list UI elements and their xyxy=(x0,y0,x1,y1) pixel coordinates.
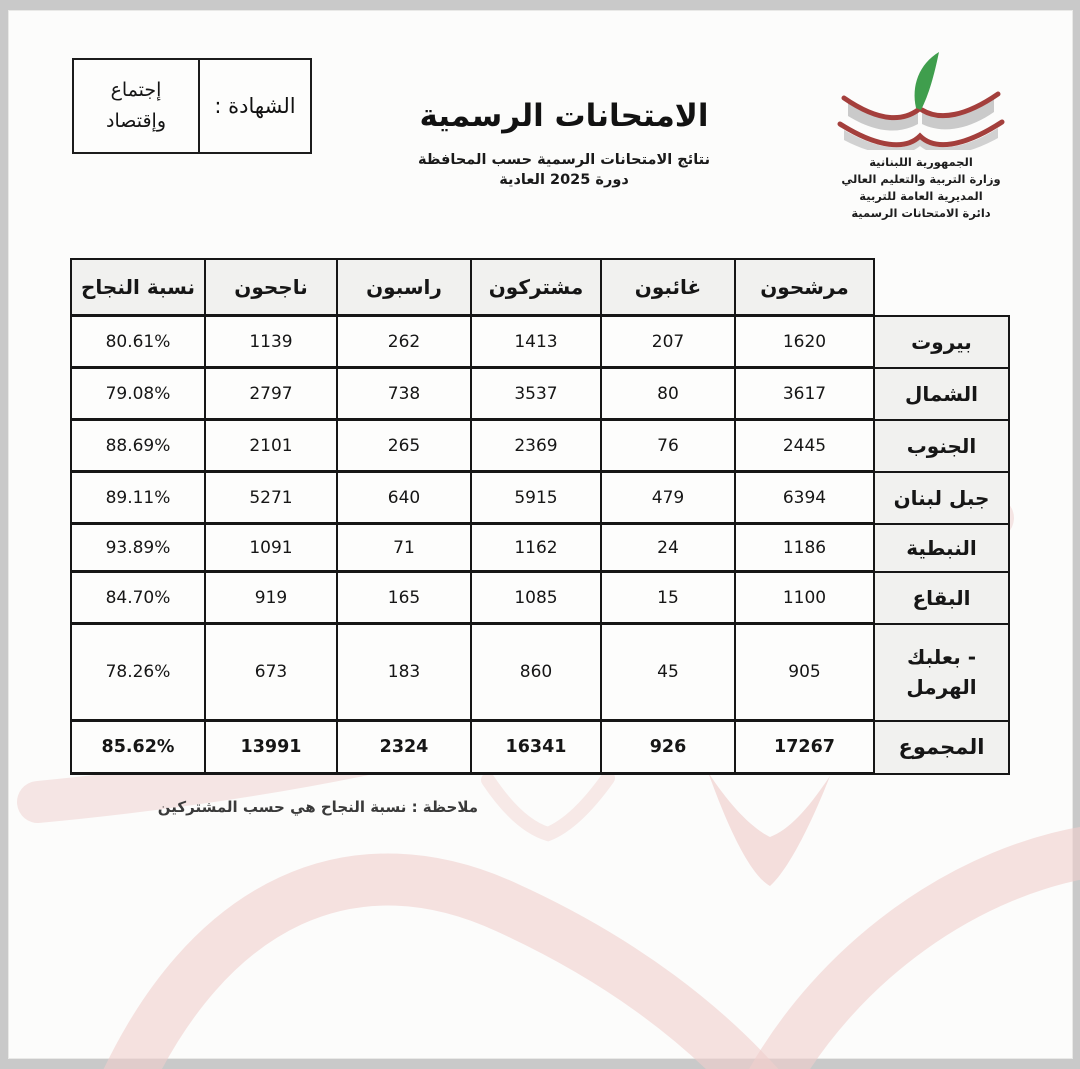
success-rate-value: 93.89% xyxy=(71,524,205,572)
absent-value: 479 xyxy=(601,472,735,524)
failed-value: 165 xyxy=(337,572,471,624)
page-title: الامتحانات الرسمية xyxy=(419,98,709,134)
certificate-track-line2: وإقتصاد xyxy=(106,110,166,132)
absent-value: 45 xyxy=(601,624,735,721)
candidates-value: 2445 xyxy=(735,420,874,472)
table-row-beirut xyxy=(71,316,1009,368)
passed-value: 1139 xyxy=(205,316,337,368)
failed-value: 738 xyxy=(337,368,471,420)
success-rate-value: 78.26% xyxy=(71,624,205,721)
candidates-value: 1620 xyxy=(735,316,874,368)
passed-value: 1091 xyxy=(205,524,337,572)
header-row xyxy=(71,259,1009,316)
candidates-total: 17267 xyxy=(735,721,874,774)
footnote: ملاحظة : نسبة النجاح هي حسب المشتركين xyxy=(157,798,478,816)
page-subtitle-1: نتائج الامتحانات الرسمية حسب المحافظة xyxy=(417,152,711,168)
candidates-value: 1186 xyxy=(735,524,874,572)
region-label-line2: الهرمل xyxy=(906,675,977,699)
region-label: الشمال xyxy=(874,368,1009,420)
certificate-label: الشهادة : xyxy=(214,94,296,118)
gov-line-1: الجمهورية اللبنانية xyxy=(869,155,973,169)
success-rate-value: 89.11% xyxy=(71,472,205,524)
participants-value: 1413 xyxy=(471,316,601,368)
col-header-success-rate: نسبة النجاح xyxy=(71,259,205,316)
open-book-logo-icon xyxy=(836,50,1006,150)
header-corner xyxy=(874,259,1009,316)
participants-value: 5915 xyxy=(471,472,601,524)
col-header-failed: راسبون xyxy=(337,259,471,316)
absent-total: 926 xyxy=(601,721,735,774)
absent-value: 80 xyxy=(601,368,735,420)
title-block xyxy=(380,98,748,190)
participants-value: 1162 xyxy=(471,524,601,572)
results-table xyxy=(70,258,1010,775)
total-label: المجموع xyxy=(874,721,1009,774)
candidates-value: 905 xyxy=(735,624,874,721)
participants-value: 3537 xyxy=(471,368,601,420)
table-row-south xyxy=(71,420,1009,472)
ministry-header xyxy=(816,50,1026,222)
col-header-candidates: مرشحون xyxy=(735,259,874,316)
participants-value: 1085 xyxy=(471,572,601,624)
passed-value: 2101 xyxy=(205,420,337,472)
region-label: جبل لبنان xyxy=(874,472,1009,524)
failed-value: 640 xyxy=(337,472,471,524)
failed-value: 71 xyxy=(337,524,471,572)
cedar-leaf-icon xyxy=(915,52,939,110)
absent-value: 76 xyxy=(601,420,735,472)
table-row-north xyxy=(71,368,1009,420)
absent-value: 15 xyxy=(601,572,735,624)
passed-value: 5271 xyxy=(205,472,337,524)
table-row-baalbek-hermel xyxy=(71,624,1009,721)
region-label: الجنوب xyxy=(874,420,1009,472)
gov-line-2: وزارة التربية والتعليم العالي xyxy=(841,172,1001,186)
document-page xyxy=(8,10,1073,1059)
page-subtitle-2: دورة 2025 العادية xyxy=(499,172,629,188)
passed-value: 2797 xyxy=(205,368,337,420)
table-row-total xyxy=(71,721,1009,774)
certificate-track-line1: إجتماع xyxy=(110,79,162,101)
success-rate-value: 84.70% xyxy=(71,572,205,624)
region-label: النبطية xyxy=(874,524,1009,572)
success-rate-value: 80.61% xyxy=(71,316,205,368)
certificate-track xyxy=(74,60,200,152)
failed-value: 265 xyxy=(337,420,471,472)
certificate-box xyxy=(72,58,312,154)
table-row-nabatieh xyxy=(71,524,1009,572)
table-row-mount-lebanon xyxy=(71,472,1009,524)
absent-value: 207 xyxy=(601,316,735,368)
absent-value: 24 xyxy=(601,524,735,572)
passed-total: 13991 xyxy=(205,721,337,774)
candidates-value: 1100 xyxy=(735,572,874,624)
passed-value: 919 xyxy=(205,572,337,624)
gov-line-4: دائرة الامتحانات الرسمية xyxy=(851,206,991,220)
region-label xyxy=(874,624,1009,721)
region-label: بيروت xyxy=(874,316,1009,368)
gov-line-3: المديرية العامة للتربية xyxy=(859,189,983,203)
participants-value: 2369 xyxy=(471,420,601,472)
failed-value: 262 xyxy=(337,316,471,368)
col-header-participants: مشتركون xyxy=(471,259,601,316)
success-rate-value: 88.69% xyxy=(71,420,205,472)
region-label-line1: - بعلبك xyxy=(906,645,976,669)
col-header-absent: غائبون xyxy=(601,259,735,316)
success-rate-value: 79.08% xyxy=(71,368,205,420)
candidates-value: 3617 xyxy=(735,368,874,420)
table-row-bekaa xyxy=(71,572,1009,624)
participants-value: 860 xyxy=(471,624,601,721)
candidates-value: 6394 xyxy=(735,472,874,524)
region-label: البقاع xyxy=(874,572,1009,624)
passed-value: 673 xyxy=(205,624,337,721)
col-header-passed: ناجحون xyxy=(205,259,337,316)
failed-value: 183 xyxy=(337,624,471,721)
failed-total: 2324 xyxy=(337,721,471,774)
participants-total: 16341 xyxy=(471,721,601,774)
success-rate-total: 85.62% xyxy=(71,721,205,774)
